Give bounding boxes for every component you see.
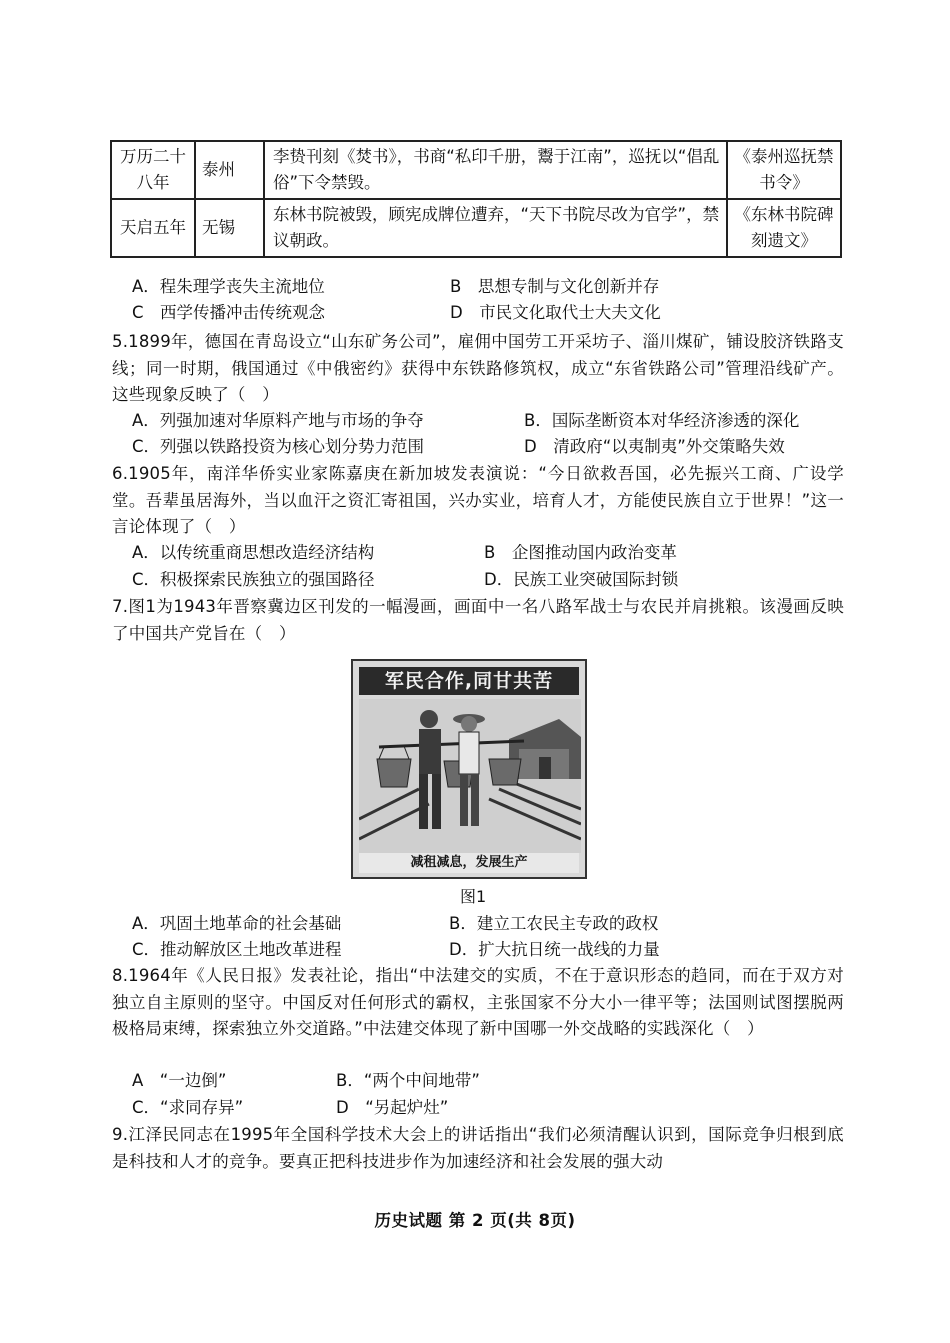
table-cell-source: 《泰州巡抚禁书令》 (727, 141, 841, 199)
q5-option-b[interactable]: B．国际垄断资本对华经济渗透的深化 (524, 411, 800, 430)
question-7-stem: 7.图1为1943年晋察冀边区刊发的一幅漫画，画面中一名八路军战士与农民并肩挑粮。该漫画反映了中国共产党旨在（ ） (112, 597, 844, 643)
q4-option-c[interactable]: C 西学传播冲击传统观念 (132, 303, 326, 322)
q5-option-d[interactable]: D 清政府“以夷制夷”外交策略失效 (524, 437, 785, 456)
q5-option-c[interactable]: C．列强以铁路投资为核心划分势力范围 (132, 437, 425, 456)
q6-option-a[interactable]: A．以传统重商思想改造经济结构 (132, 543, 375, 562)
q8-option-a[interactable]: A “一边倒” (132, 1071, 227, 1090)
table-cell-event: 李贽刊刻《焚书》，书商“私印千册，鬻于江南”，巡抚以“倡乱俗”下令禁毁。 (264, 141, 727, 199)
question-6-stem: 6.1905年，南洋华侨实业家陈嘉庚在新加坡发表演说：“今日欲救吾国，必先振兴工商、广设学堂。吾辈虽居海外，当以血汗之资汇寄祖国，兴办实业，培育人才，方能使民族自立于世界！”这一言论体现了（ ） (112, 464, 844, 536)
table-cell-place: 泰州 (195, 141, 264, 199)
q7-option-b[interactable]: B．建立工农民主专政的政权 (449, 914, 659, 933)
figure-label: 图1 (460, 887, 487, 906)
table-cell-time: 天启五年 (111, 199, 195, 257)
q7-option-d[interactable]: D．扩大抗日统一战线的力量 (449, 940, 660, 959)
q5-option-a[interactable]: A．列强加速对华原料产地与市场的争夺 (132, 411, 424, 430)
q8-option-d[interactable]: D “另起炉灶” (336, 1098, 449, 1117)
q6-option-d[interactable]: D．民族工业突破国际封锁 (484, 570, 679, 589)
cartoon-caption: 减租减息，发展生产 (359, 853, 579, 873)
table-row (111, 141, 841, 199)
table-row (111, 199, 841, 257)
table-cell-place: 无锡 (195, 199, 264, 257)
source-table (110, 140, 842, 258)
q7-option-c[interactable]: C．推动解放区土地改革进程 (132, 940, 342, 959)
q8-option-c[interactable]: C．“求同存异” (132, 1098, 244, 1117)
q6-option-c[interactable]: C．积极探索民族独立的强国路径 (132, 570, 375, 589)
cartoon-title: 军民合作,同甘共苦 (359, 667, 579, 695)
table-cell-event: 东林书院被毁，顾宪成牌位遭弃，“天下书院尽改为官学”，禁议朝政。 (264, 199, 727, 257)
q4-option-d[interactable]: D 市民文化取代士大夫文化 (450, 303, 661, 322)
question-8-stem: 8.1964年《人民日报》发表社论，指出“中法建交的实质，不在于意识形态的趋同，而在于双方对独立自主原则的坚守。中国反对任何形式的霸权，主张国家不分大小一律平等；法国则试图摆脱两极格局束缚，探索独立外交道路。”中法建交体现了新中国哪一外交战略的实践深化（ ） (112, 966, 844, 1038)
table-cell-source: 《东林书院碑刻遗文》 (727, 199, 841, 257)
table-cell-time: 万历二十八年 (111, 141, 195, 199)
q4-option-a[interactable]: A．程朱理学丧失主流地位 (132, 277, 325, 296)
question-9-stem: 9.江泽民同志在1995年全国科学技术大会上的讲话指出“我们必须清醒认识到，国际竞争归根到底是科技和人才的竞争。要真正把科技进步作为加速经济和社会发展的强大动 (112, 1125, 844, 1171)
q6-option-b[interactable]: B 企图推动国内政治变革 (484, 543, 677, 562)
q7-option-a[interactable]: A．巩固土地革命的社会基础 (132, 914, 342, 933)
q8-option-b[interactable]: B．“两个中间地带” (336, 1071, 480, 1090)
question-5-stem: 5.1899年，德国在青岛设立“山东矿务公司”，雇佣中国劳工开采坊子、淄川煤矿，铺设胶济铁路支线；同一时期，俄国通过《中俄密约》获得中东铁路修筑权，成立“东省铁路公司”管理沿线矿产。这些现象反映了（ ） (112, 332, 844, 404)
q4-option-b[interactable]: B 思想专制与文化创新并存 (450, 277, 660, 296)
cartoon-figure (351, 659, 587, 879)
cartoon-illustration (359, 699, 581, 853)
page-footer: 历史试题 第 2 页(共 8页) (374, 1211, 576, 1230)
